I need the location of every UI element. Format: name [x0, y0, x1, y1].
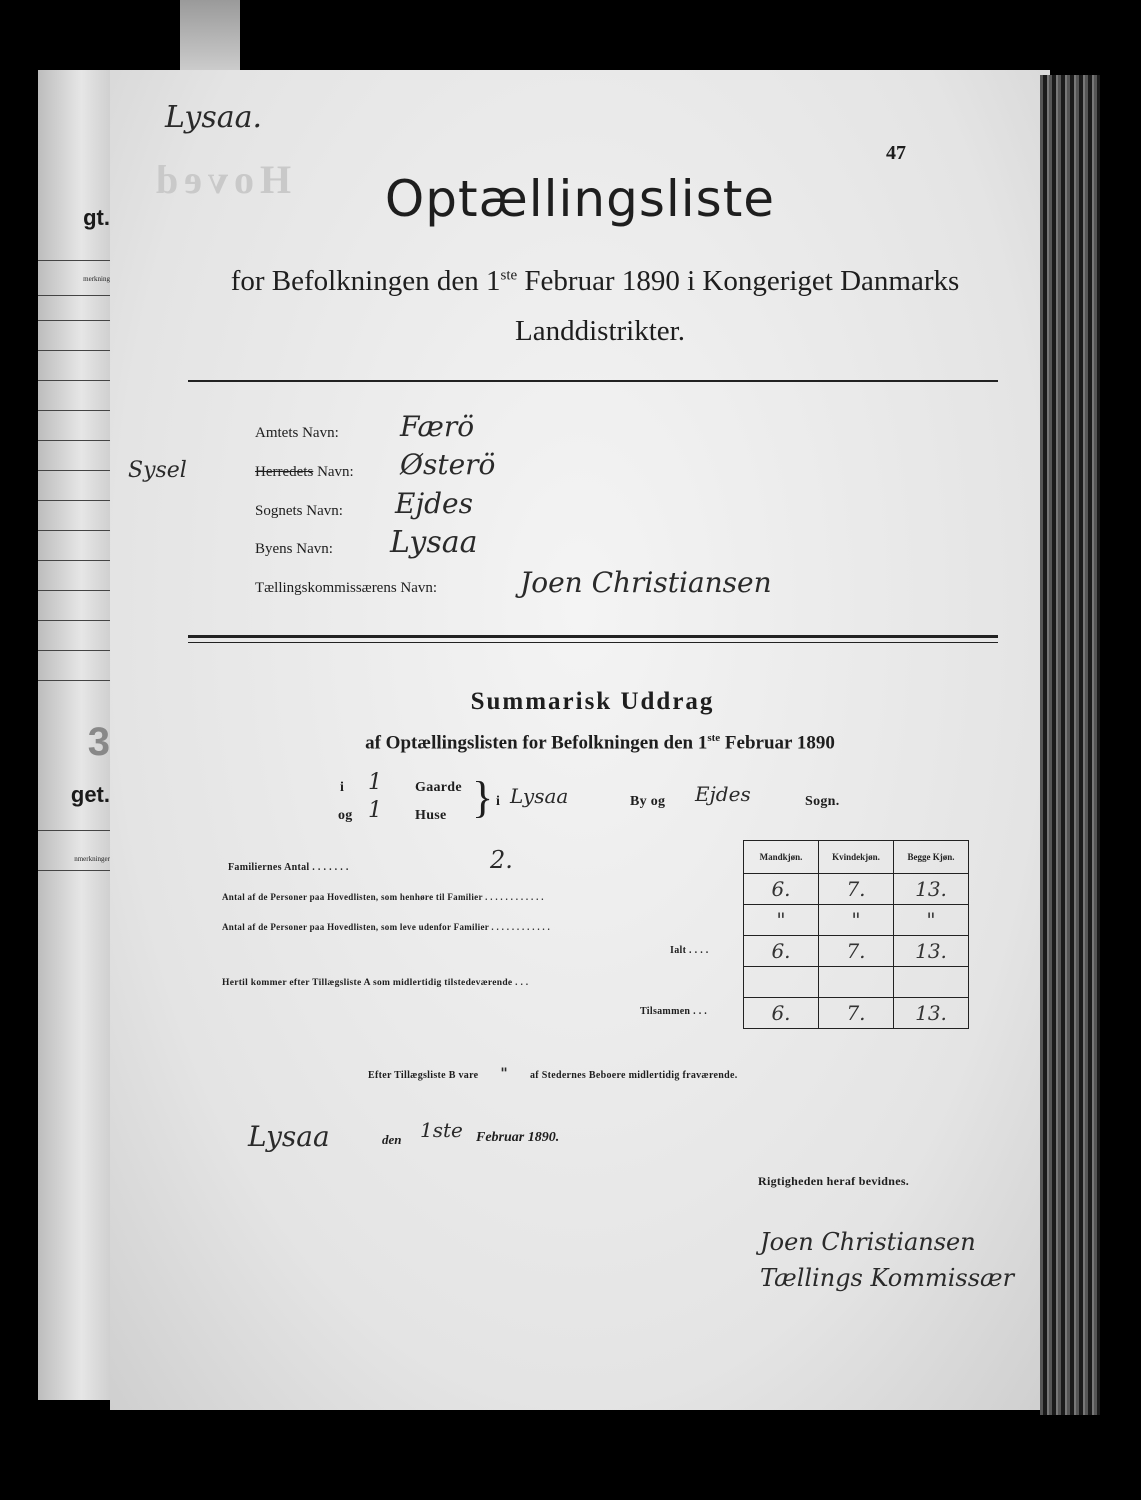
families-label: Familiernes Antal . . . . . . . — [228, 862, 349, 873]
table-cell: 6. — [744, 874, 819, 905]
page-title: Optællingsliste — [384, 170, 776, 228]
page-subtitle-line2: Landdistrikter. — [515, 315, 685, 347]
location-divider — [188, 635, 998, 638]
by-label: Byens Navn: — [255, 541, 333, 557]
table-cell: " — [744, 905, 819, 936]
signature-den: den — [382, 1132, 402, 1147]
strip-rule — [38, 620, 110, 621]
strip-small-top: merkning — [83, 275, 110, 283]
location-divider-thin — [188, 642, 998, 643]
table-cell — [894, 967, 969, 998]
col-header-begge: Begge Kjøn. — [894, 841, 969, 874]
summary-header-row — [744, 841, 969, 874]
adjacent-page-strip — [38, 70, 110, 1400]
signature-place: Lysaa — [248, 1120, 330, 1153]
tillaeg-b-value: " — [500, 1066, 508, 1082]
table-row — [744, 967, 969, 998]
strip-rule — [38, 830, 110, 831]
page-number: 47 — [886, 142, 906, 164]
table-cell — [744, 967, 819, 998]
strip-tab-bottom: get. — [70, 782, 110, 807]
amt-label: Amtets Navn: — [255, 425, 339, 441]
subtitle-part2: Februar 1890 i Kongeriget Danmarks — [517, 265, 960, 297]
strip-rule — [38, 560, 110, 561]
table-cell: " — [819, 905, 894, 936]
summary-i-by: i — [496, 794, 501, 809]
row-label-tillaeg-a: Hertil kommer efter Tillægsliste A som midlertidig tilstedeværende . . . — [222, 978, 529, 988]
tillaeg-b-line — [368, 1066, 738, 1082]
row-label-2: Antal af de Personer paa Hovedlisten, som leve udenfor Familier . . . . . . . . . . . . — [222, 922, 551, 932]
col-header-kvindekjon: Kvindekjøn. — [819, 841, 894, 874]
strip-rule — [38, 650, 110, 651]
strip-rule — [38, 320, 110, 321]
table-cell: 6. — [744, 998, 819, 1029]
sogn-value: Ejdes — [395, 487, 473, 520]
strip-rule — [38, 260, 110, 261]
gaarde-count: 1 — [368, 770, 382, 795]
summary-i: i — [340, 780, 345, 795]
strip-faded-mark: 3 — [87, 720, 110, 764]
table-cell: 13. — [894, 998, 969, 1029]
tillaeg-b-part1: Efter Tillægsliste B vare — [368, 1070, 479, 1081]
summary-by-name: Lysaa — [510, 784, 569, 808]
subtitle-part1: for Befolkningen den 1 — [230, 265, 501, 297]
row-label-1: Antal af de Personer paa Hovedlisten, som henhøre til Familier . . . . . . . . . . . . — [222, 892, 544, 902]
amt-value: Færö — [400, 410, 475, 443]
summary-subtitle — [110, 732, 1050, 754]
table-cell: " — [894, 905, 969, 936]
strip-rule — [38, 410, 110, 411]
table-cell: 7. — [819, 998, 894, 1029]
herred-label-text: Navn: — [313, 464, 354, 480]
strip-rule — [38, 590, 110, 591]
col-header-mandkjon: Mandkjøn. — [744, 841, 819, 874]
row-label-ialt: Ialt . . . . — [670, 945, 709, 956]
summary-sogn-name: Ejdes — [695, 782, 751, 806]
summary-table — [743, 840, 969, 1029]
table-row — [744, 936, 969, 967]
huse-label: Huse — [415, 808, 447, 823]
tillaeg-b-part2: af Stedernes Beboere midlertidig fraværende. — [530, 1070, 738, 1081]
herred-label — [255, 464, 354, 481]
table-cell: 7. — [819, 936, 894, 967]
header-divider — [188, 380, 998, 382]
brace-icon: } — [472, 773, 494, 822]
table-row — [744, 998, 969, 1029]
strip-rule — [38, 350, 110, 351]
summary-sogn-label: Sogn. — [805, 794, 840, 809]
signature-name: Joen Christiansen — [760, 1228, 976, 1256]
commissioner-label: Tællingskommissærens Navn: — [255, 580, 438, 596]
strip-rule — [38, 380, 110, 381]
certify-text: Rigtigheden heraf bevidnes. — [758, 1174, 910, 1188]
summary-subtitle-part1: af Optællingslisten for Befolkningen den 1 — [365, 732, 708, 754]
show-through-text: Hoved — [150, 157, 292, 202]
commissioner-value: Joen Christiansen — [520, 566, 772, 599]
huse-count: 1 — [368, 798, 382, 823]
table-cell: 7. — [819, 874, 894, 905]
table-row — [744, 874, 969, 905]
herred-value: Østerö — [400, 448, 496, 481]
signature-role: Tællings Kommissær — [760, 1264, 1015, 1292]
row-label-tilsammen: Tilsammen . . . — [640, 1006, 708, 1017]
signature-date-print: Februar 1890. — [476, 1130, 560, 1145]
strip-rule — [38, 470, 110, 471]
summary-og: og — [338, 808, 353, 823]
strip-tab-top: gt. — [83, 205, 110, 230]
strip-rule — [38, 530, 110, 531]
strip-rule — [38, 440, 110, 441]
herred-label-struck: Herredets — [255, 464, 314, 480]
table-cell: 13. — [894, 936, 969, 967]
corner-note: Lysaa. — [165, 100, 263, 135]
table-cell: 13. — [894, 874, 969, 905]
strip-rule — [38, 500, 110, 501]
census-page — [110, 70, 1050, 1410]
binding-tape — [180, 0, 240, 75]
strip-rule — [38, 680, 110, 681]
strip-rule — [38, 870, 110, 871]
page-subtitle — [200, 265, 990, 298]
summary-by-og: By og — [630, 794, 666, 809]
strip-rule — [38, 295, 110, 296]
signature-date-hand: 1ste — [420, 1118, 463, 1142]
table-row — [744, 905, 969, 936]
margin-note: Sysel — [128, 458, 187, 483]
summary-title: Summarisk Uddrag — [470, 688, 715, 715]
gaarde-label: Gaarde — [415, 780, 462, 795]
book-page-edges — [1040, 75, 1100, 1415]
table-cell — [819, 967, 894, 998]
summary-subtitle-sup: ste — [707, 732, 721, 744]
summary-subtitle-part2: Februar 1890 — [720, 732, 835, 754]
subtitle-sup: ste — [500, 267, 518, 284]
table-cell: 6. — [744, 936, 819, 967]
by-value: Lysaa — [390, 525, 478, 560]
strip-small-bottom: nmerkninger — [74, 855, 110, 863]
families-value: 2. — [490, 846, 513, 874]
sogn-label: Sognets Navn: — [255, 503, 343, 519]
